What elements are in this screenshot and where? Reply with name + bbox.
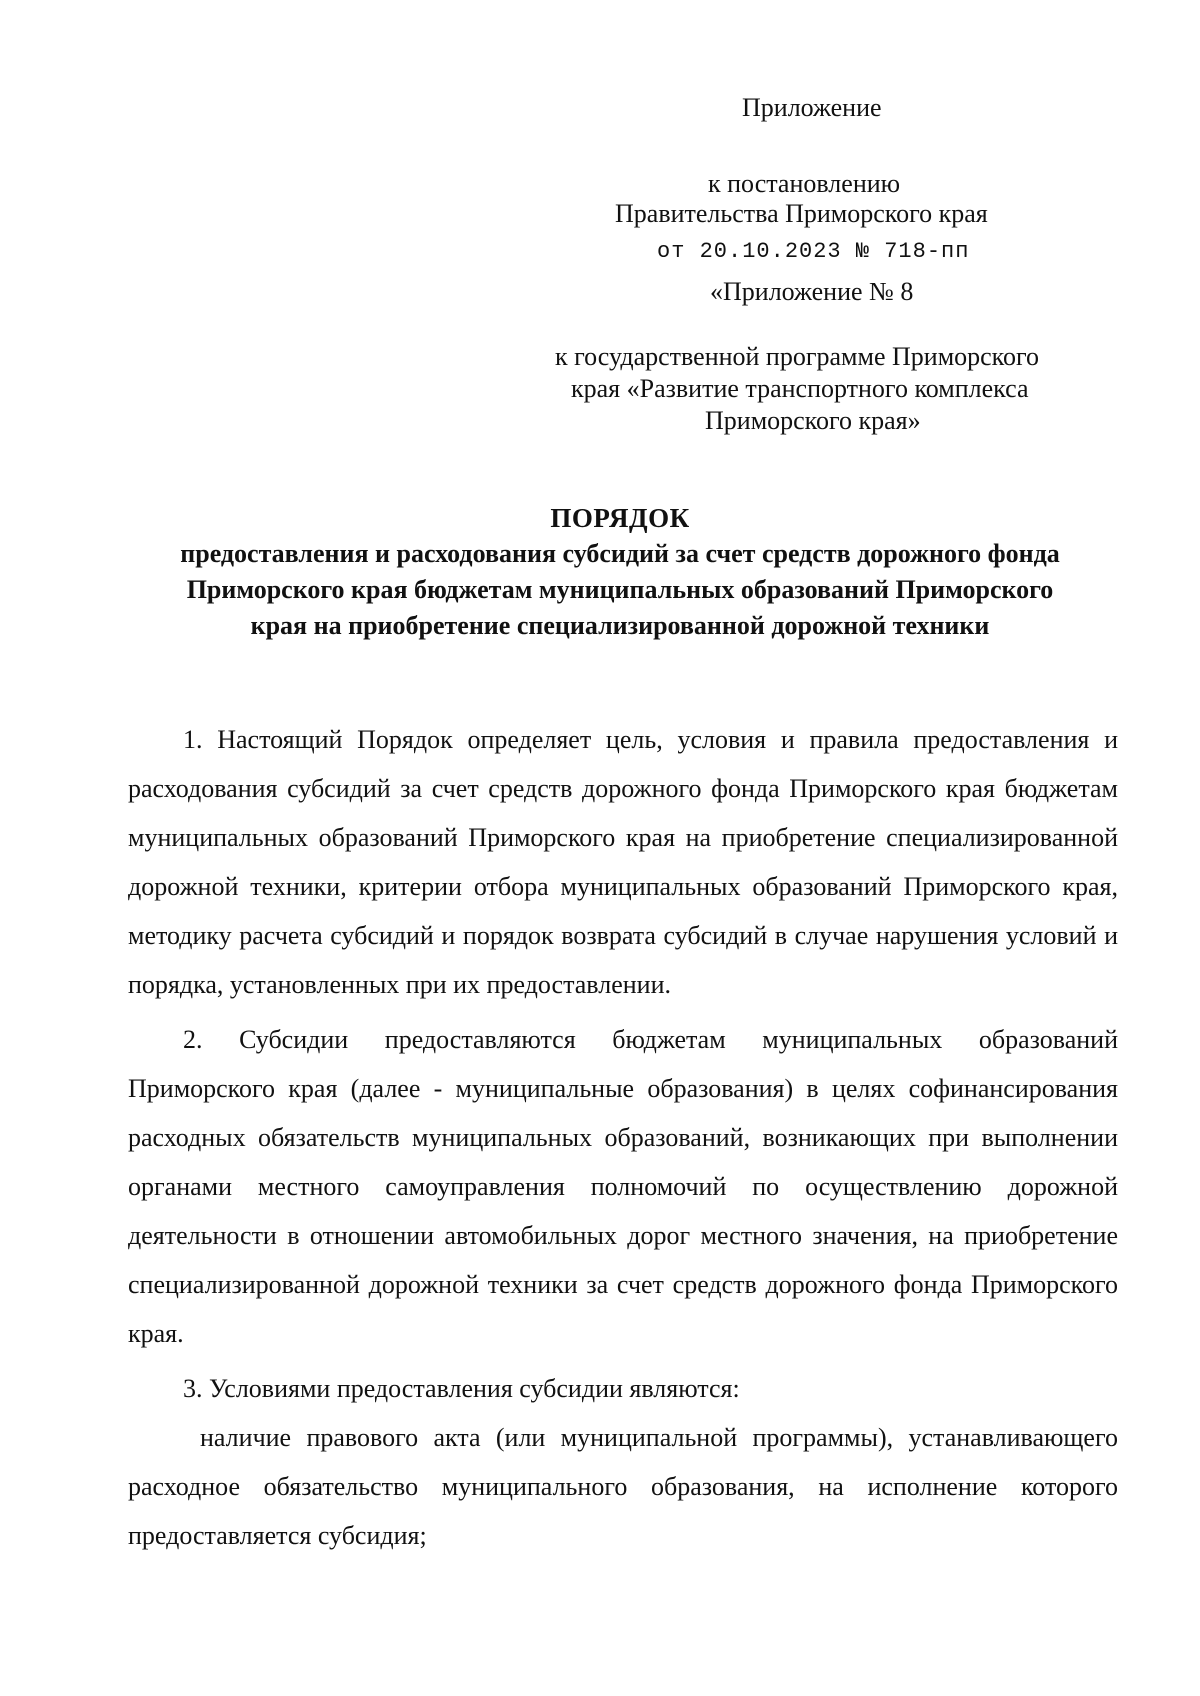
date-number-label: от 20.10.2023 № 718-пп [657, 239, 970, 264]
title-line-3: края на приобретение специализированной дорожной техники [250, 611, 990, 640]
program-line-3: Приморского края» [705, 406, 921, 435]
program-line-1: к государственной программе Приморского [555, 342, 1040, 371]
paragraph-4: наличие правового акта (или муниципальной программы), устанавливающего расходное обязательство муниципального образования, на исполнение которого предоставляется субсидия; [128, 1423, 1118, 1550]
paragraph-1: 1. Настоящий Порядок определяет цель, условия и правила предоставления и расходования субсидий за счет средств дорожного фонда Приморского края бюджетам муниципальных образований Приморского края на приобретение специализированной дорожной техники, критерии отбора муниципальных образований Приморского края, методику расчета субсидий и порядок возврата субсидий в случае нарушения условий и порядка, установленных при их предоставлении. [128, 725, 1118, 999]
paragraph-2: 2. Субсидии предоставляются бюджетам муниципальных образований Приморского края (далее - муниципальные образования) в целях софинансирования расходных обязательств муниципальных образований, возникающих при выполнении органами местного самоуправления полномочий по осуществлению дорожной деятельности в отношении автомобильных дорог местного значения, на приобретение специализированной дорожной техники за счет средств дорожного фонда Приморского края. [128, 1025, 1118, 1348]
title-line-1: предоставления и расходования субсидий за счет средств дорожного фонда [180, 539, 1060, 568]
appendix-label: Приложение [742, 93, 882, 122]
appendix-number-label: «Приложение № 8 [710, 277, 914, 306]
program-line-2: края «Развитие транспортного комплекса [571, 374, 1029, 403]
title-heading: ПОРЯДОК [550, 503, 690, 533]
to-resolution-label: к постановлению [708, 169, 901, 198]
document-title [120, 500, 1120, 644]
document-body [128, 715, 1118, 1560]
title-line-2: Приморского края бюджетам муниципальных образований Приморского [186, 575, 1054, 604]
paragraph-3: 3. Условиями предоставления субсидии являются: [183, 1374, 740, 1403]
government-label: Правительства Приморского края [615, 199, 988, 228]
